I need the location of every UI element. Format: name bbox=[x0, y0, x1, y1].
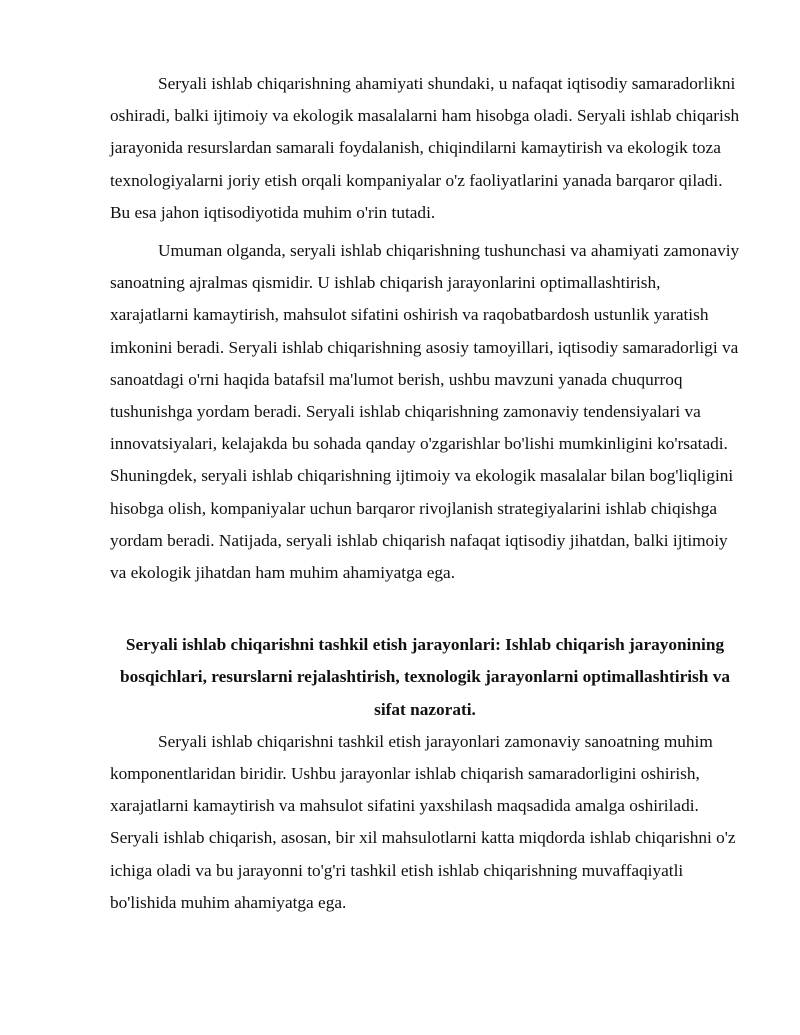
document-page bbox=[110, 68, 740, 919]
paragraph-significance: Seryali ishlab chiqarishning ahamiyati shundaki, u nafaqat iqtisodiy samaradorlikni oshiradi, balki ijtimoiy va ekologik masalalarni ham hisobga oladi. Seryali ishlab chiqarish jarayonida resurslardan samarali foydalanish, chiqindilarni kamaytirish va ekologik toza texnologiyalarni joriy etish orqali kompaniyalar o'z faoliyatlarini yanada barqaror qiladi. Bu esa jahon iqtisodiyotida muhim o'rin tutadi. bbox=[110, 74, 740, 222]
section-heading: Seryali ishlab chiqarishni tashkil etish jarayonlari: Ishlab chiqarish jarayonining bosqichlari, resurslarni rejalashtirish, texnologik jarayonlarni optimallashtirish va sifat nazorati. bbox=[120, 635, 730, 719]
paragraph-section-intro: Seryali ishlab chiqarishni tashkil etish jarayonlari zamonaviy sanoatning muhim komponentlaridan biridir. Ushbu jarayonlar ishlab chiqarish samaradorligini oshirish, xarajatlarni kamaytirish va mahsulot sifatini yaxshilash maqsadida amalga oshiriladi. Seryali ishlab chiqarish, asosan, bir xil mahsulotlarni katta miqdorda ishlab chiqarishni o'z ichiga oladi va bu jarayonni to'g'ri tashkil etish ishlab chiqarishning muvaffaqiyatli bo'lishida muhim ahamiyatga ega. bbox=[110, 731, 736, 912]
section-spacer bbox=[110, 589, 740, 629]
paragraph-summary: Umuman olganda, seryali ishlab chiqarishning tushunchasi va ahamiyati zamonaviy sanoatning ajralmas qismidir. U ishlab chiqarish jarayonlarini optimallashtirish, xarajatlarni kamaytirish, mahsulot sifatini oshirish va raqobatbardosh ustunlik yaratish imkonini beradi. Seryali ishlab chiqarishning asosiy tamoyillari, iqtisodiy samaradorligi va sanoatdagi o'rni haqida batafsil ma'lumot berish, ushbu mavzuni yanada chuqurroq tushunishga yordam beradi. Seryali ishlab chiqarishning zamonaviy tendensiyalari va innovatsiyalari, kelajakda bu sohada qanday o'zgarishlar bo'lishi mumkinligini ko'rsatadi. Shuningdek, seryali ishlab chiqarishning ijtimoiy va ekologik masalalar bilan bog'liqligini hisobga olish, kompaniyalar uchun barqaror rivojlanish strategiyalarini ishlab chiqishga yordam beradi. Natijada, seryali ishlab chiqarish nafaqat iqtisodiy jihatdan, balki ijtimoiy va ekologik jihatdan ham muhim ahamiyatga ega. bbox=[110, 241, 740, 583]
